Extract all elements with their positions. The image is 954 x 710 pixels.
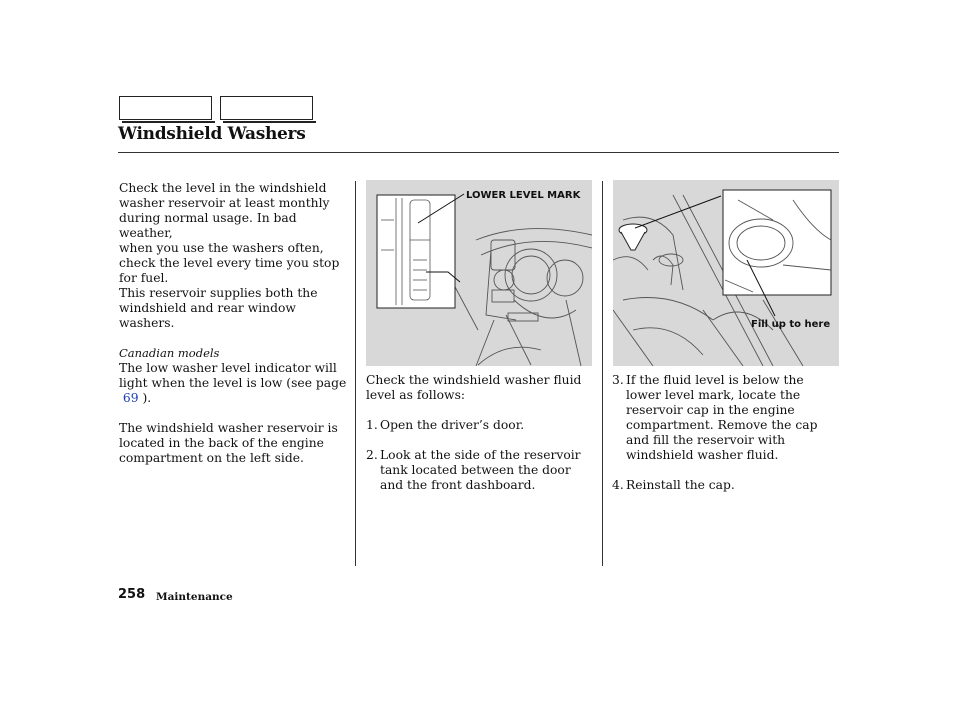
step-text: If the fluid level is below the lower level mark, locate the reservoir cap in the engine compartment. Remove the cap and fill the reservoir with windshield washer fluid. xyxy=(626,373,818,462)
intro-paragraph xyxy=(119,181,351,286)
step-number: 2. xyxy=(366,448,378,462)
step-number: 3. xyxy=(612,373,624,387)
step-item xyxy=(366,448,596,493)
column-3 xyxy=(612,373,838,508)
dashboard-illustration xyxy=(366,180,592,366)
text-line: This reservoir supplies both the xyxy=(119,286,318,300)
engine-compartment-illustration xyxy=(613,180,839,366)
page-number: 258 xyxy=(118,587,146,602)
step-text: Open the driver’s door. xyxy=(380,418,525,432)
column-divider-1 xyxy=(355,181,356,566)
nav-tab-box-2[interactable] xyxy=(220,96,313,120)
location-paragraph xyxy=(119,421,351,466)
step-number: 4. xyxy=(612,478,624,492)
text-line: compartment on the left side. xyxy=(119,451,304,465)
step-number: 1. xyxy=(366,418,378,432)
text-line: check the level every time you stop xyxy=(119,256,340,270)
column-1 xyxy=(119,181,351,466)
text-line: during normal usage. In bad weather, xyxy=(119,211,297,240)
text-line: Check the level in the windshield xyxy=(119,181,327,195)
page-reference-link[interactable]: 69 xyxy=(122,391,139,405)
text-line: windshield and rear window washers. xyxy=(119,301,296,330)
text-line: for fuel. xyxy=(119,271,169,285)
column-divider-2 xyxy=(602,181,603,566)
page-title: Windshield Washers xyxy=(118,124,306,144)
title-divider xyxy=(118,152,839,153)
lower-level-mark-callout: LOWER LEVEL MARK xyxy=(466,190,581,201)
nav-tab-box-1[interactable] xyxy=(119,96,212,120)
fill-up-to-here-callout: Fill up to here xyxy=(751,319,831,330)
step-text: Look at the side of the reservoir tank located between the door and the front dashboard. xyxy=(380,448,581,492)
text-line: when you use the washers often, xyxy=(119,241,324,255)
text-line: Check the windshield washer fluid xyxy=(366,373,582,387)
procedure-steps-continued xyxy=(612,373,838,493)
text-line: The windshield washer reservoir is xyxy=(119,421,338,435)
procedure-intro xyxy=(366,373,596,403)
text-line: washer reservoir at least monthly xyxy=(119,196,330,210)
text-line: ). xyxy=(138,391,152,405)
step-text: Reinstall the cap. xyxy=(626,478,735,492)
reservoir-paragraph xyxy=(119,286,351,331)
step-item xyxy=(612,478,838,493)
indicator-paragraph xyxy=(119,361,351,406)
text-line: located in the back of the engine xyxy=(119,436,324,450)
text-line: level as follows: xyxy=(366,388,466,402)
text-line: The low washer level indicator will xyxy=(119,361,337,375)
canadian-models-label: Canadian models xyxy=(119,346,220,360)
step-item xyxy=(366,418,596,433)
step-item xyxy=(612,373,838,463)
procedure-steps xyxy=(366,418,596,493)
section-name: Maintenance xyxy=(156,591,233,603)
text-line: light when the level is low (see page xyxy=(119,376,347,390)
column-2 xyxy=(366,373,596,508)
